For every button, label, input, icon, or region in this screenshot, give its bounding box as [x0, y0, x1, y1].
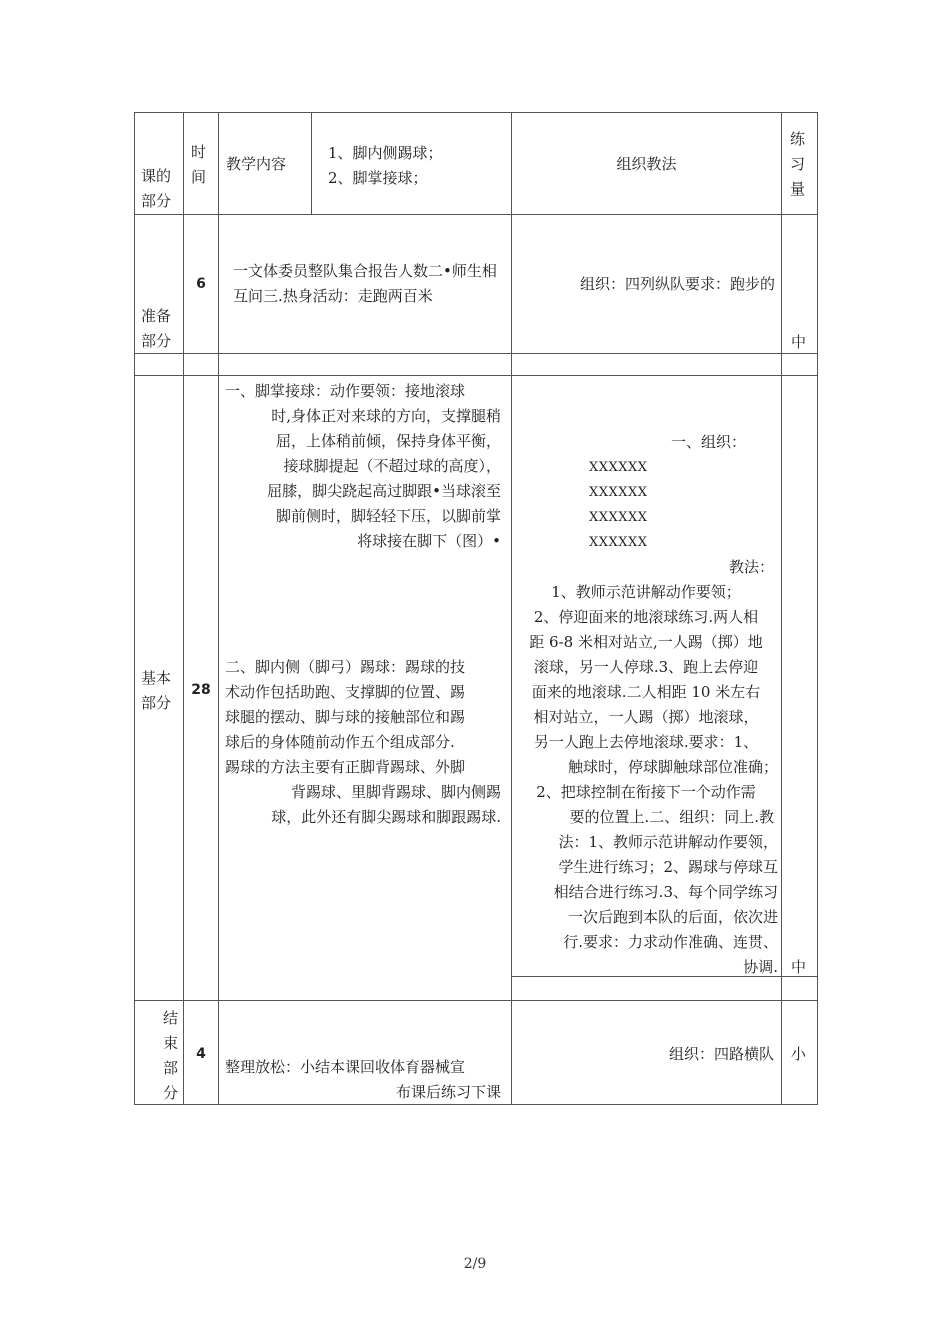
table-rule [134, 214, 817, 215]
table-rule [511, 112, 512, 1105]
text-line: 球，此外还有脚尖踢球和脚跟踢球. [271, 808, 501, 826]
text-line: 时,身体正对来球的方向，支撑腿稍 [271, 407, 501, 425]
prep-content: 一文体委员整队集合报告人数二•师生相互问三.热身活动：走跑两百米 [233, 262, 497, 305]
text-line: 距 6-8 米相对站立,一人踢（掷）地 [529, 633, 763, 651]
text-line: 学生进行练习；2、踢球与停球互 [558, 858, 778, 876]
header-part: 课的部分 [141, 167, 172, 210]
text-line: 滚球，另一人停球.3、跑上去停迎 [533, 658, 759, 676]
text-line: 要的位置上.二、组织：同上.教 [569, 808, 774, 826]
page-number: 2/9 [463, 1256, 487, 1272]
text-line: 球后的身体随前动作五个组成部分. [225, 733, 455, 751]
text-line: 整理放松：小结本课回收体育器械宣 [225, 1058, 466, 1076]
end-time: 4 [196, 1046, 206, 1062]
table-rule [781, 112, 782, 1105]
prep-method: 组织：四列纵队要求：跑步的 [579, 275, 775, 293]
basic-part: 基本部分 [141, 669, 172, 712]
basic-content-1 [225, 379, 501, 554]
header-time: 时间 [191, 143, 207, 186]
table-border-top [134, 112, 817, 113]
text-char: 分 [163, 1084, 179, 1102]
end-method: 组织：四路横队 [668, 1045, 774, 1063]
basic-method-org: 一、组织： [670, 433, 746, 451]
text-char: 束 [163, 1034, 179, 1052]
text-line: 1、教师示范讲解动作要领； [551, 583, 741, 601]
header-content-item: 2、脚掌接球； [328, 169, 428, 187]
table-rule [134, 375, 817, 376]
text-line: 脚前侧时，脚轻轻下压，以脚前掌 [275, 507, 501, 525]
text-line: 一、脚掌接球：动作要领：接地滚球 [225, 382, 466, 400]
text-line: 一次后跑到本队的后面，依次进 [567, 908, 778, 926]
text-line: 行.要求：力求动作准确、连贯、 [563, 933, 778, 951]
basic-time: 28 [191, 682, 211, 698]
text-line: 背踢球、里脚背踢球、脚内侧踢 [290, 783, 501, 801]
header-method: 组织教法 [616, 155, 677, 173]
prep-time: 6 [196, 276, 206, 292]
text-line: 踢球的方法主要有正脚背踢球、外脚 [225, 758, 466, 776]
text-line: 2、把球控制在衔接下一个动作需 [536, 783, 756, 801]
text-line: 将球接在脚下（图）• [357, 532, 501, 550]
text-line: 面来的地滚球.二人相距 10 米左右 [531, 683, 761, 701]
end-load: 小 [791, 1045, 807, 1063]
text-line: 术动作包括助跑、支撑脚的位置、踢 [225, 683, 466, 701]
text-line: 二、脚内侧（脚弓）踢球：踢球的技 [225, 658, 466, 676]
text-line: 协调. [743, 958, 778, 976]
text-line: 另一人跑上去停地滚球.要求：1、 [533, 733, 759, 751]
formation [589, 455, 709, 555]
table-border-right [817, 112, 818, 1105]
text-line: 法：1、教师示范讲解动作要领， [558, 833, 778, 851]
text-char: 结 [163, 1009, 179, 1027]
text-line: 布课后练习下课 [395, 1083, 501, 1101]
text-line: 教法： [728, 558, 774, 576]
table-rule [218, 112, 219, 1105]
table-rule [311, 112, 312, 214]
table-rule [134, 1000, 817, 1001]
table-border-left [134, 112, 135, 1105]
basic-load: 中 [791, 958, 807, 976]
text-line: 球腿的摆动、脚与球的接触部位和踢 [225, 708, 466, 726]
header-load: 练习量 [790, 130, 806, 198]
header-content-item: 1、脚内侧踢球； [328, 144, 443, 162]
basic-content-2 [225, 655, 501, 830]
formation-row: XXXXXX [589, 460, 648, 475]
text-line: 屈膝，脚尖跷起高过脚跟•当球滚至 [267, 482, 501, 500]
table-rule [134, 353, 817, 354]
text-char: 部 [163, 1059, 179, 1077]
prep-part: 准备部分 [141, 307, 172, 350]
formation-row: XXXXXX [589, 510, 648, 525]
text-line: 屈，上体稍前倾，保持身体平衡， [275, 432, 501, 450]
prep-load: 中 [791, 333, 807, 351]
formation-row: XXXXXX [589, 535, 648, 550]
text-line: 接球脚提起（不超过球的高度）， [283, 457, 501, 475]
text-line: 2、停迎面来的地滚球练习.两人相 [533, 608, 759, 626]
text-line: 相对站立，一人踢（掷）地滚球， [533, 708, 759, 726]
end-part [163, 1006, 181, 1106]
text-line: 触球时，停球脚触球部位准确； [567, 758, 778, 776]
formation-row: XXXXXX [589, 485, 648, 500]
basic-method [514, 555, 778, 980]
text-line: 相结合进行练习.3、每个同学练习 [553, 883, 778, 901]
table-rule [183, 112, 184, 1105]
header-content-label: 教学内容 [226, 155, 287, 173]
end-content [225, 1055, 501, 1105]
